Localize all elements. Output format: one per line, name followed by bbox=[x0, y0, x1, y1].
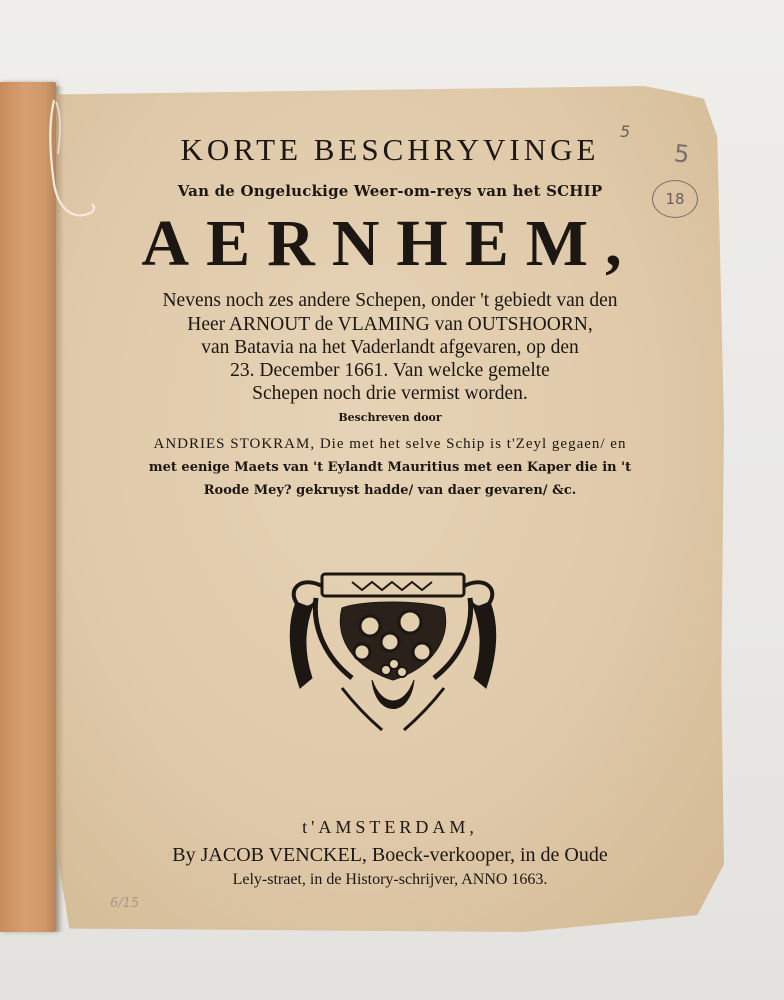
author-line-3: Roode Mey? gekruyst hadde/ van daer gevaren/ &c. bbox=[203, 483, 577, 498]
imprint-place: t'AMSTERDAM, bbox=[302, 817, 478, 837]
subtitle: Van de Ongeluckige Weer-om-reys van het SCHIP bbox=[177, 182, 603, 200]
imprint-printer: By JACOB VENCKEL, Boeck-verkooper, in de Oude bbox=[172, 844, 608, 866]
body-line-3: van Batavia na het Vaderlandt afgevaren, op den bbox=[201, 337, 579, 358]
main-title: KORTE BESCHRYVINGE bbox=[180, 132, 600, 167]
ship-name: AERNHEM, bbox=[141, 207, 639, 280]
fruit-basket-vignette-icon bbox=[282, 568, 504, 738]
imprint-address: Lely-straet, in de History-schrijver, ANNO 1663. bbox=[232, 871, 548, 888]
body-line-2: Heer ARNOUT de VLAMING van OUTSHOORN, bbox=[187, 314, 593, 335]
author-line-2: met eenige Maets van 't Eylandt Mauritius met een Kaper die in 't bbox=[148, 460, 632, 475]
body-line-4: 23. December 1661. Van welcke gemelte bbox=[230, 360, 550, 381]
circled-pencil-number: 18 bbox=[652, 180, 698, 218]
pencil-note-large: 5 bbox=[672, 139, 691, 169]
body-line-1: Nevens noch zes andere Schepen, onder 't gebiedt van den bbox=[162, 290, 618, 311]
pencil-note-small: 5 bbox=[620, 122, 631, 141]
body-line-5: Schepen noch drie vermist worden. bbox=[252, 383, 528, 404]
faint-pencil-note: 6/15 bbox=[110, 896, 140, 911]
described-by: Beschreven door bbox=[338, 411, 442, 424]
author-line-1: ANDRIES STOKRAM, Die met het selve Schip is t'Zeyl gegaen/ en bbox=[153, 436, 627, 452]
